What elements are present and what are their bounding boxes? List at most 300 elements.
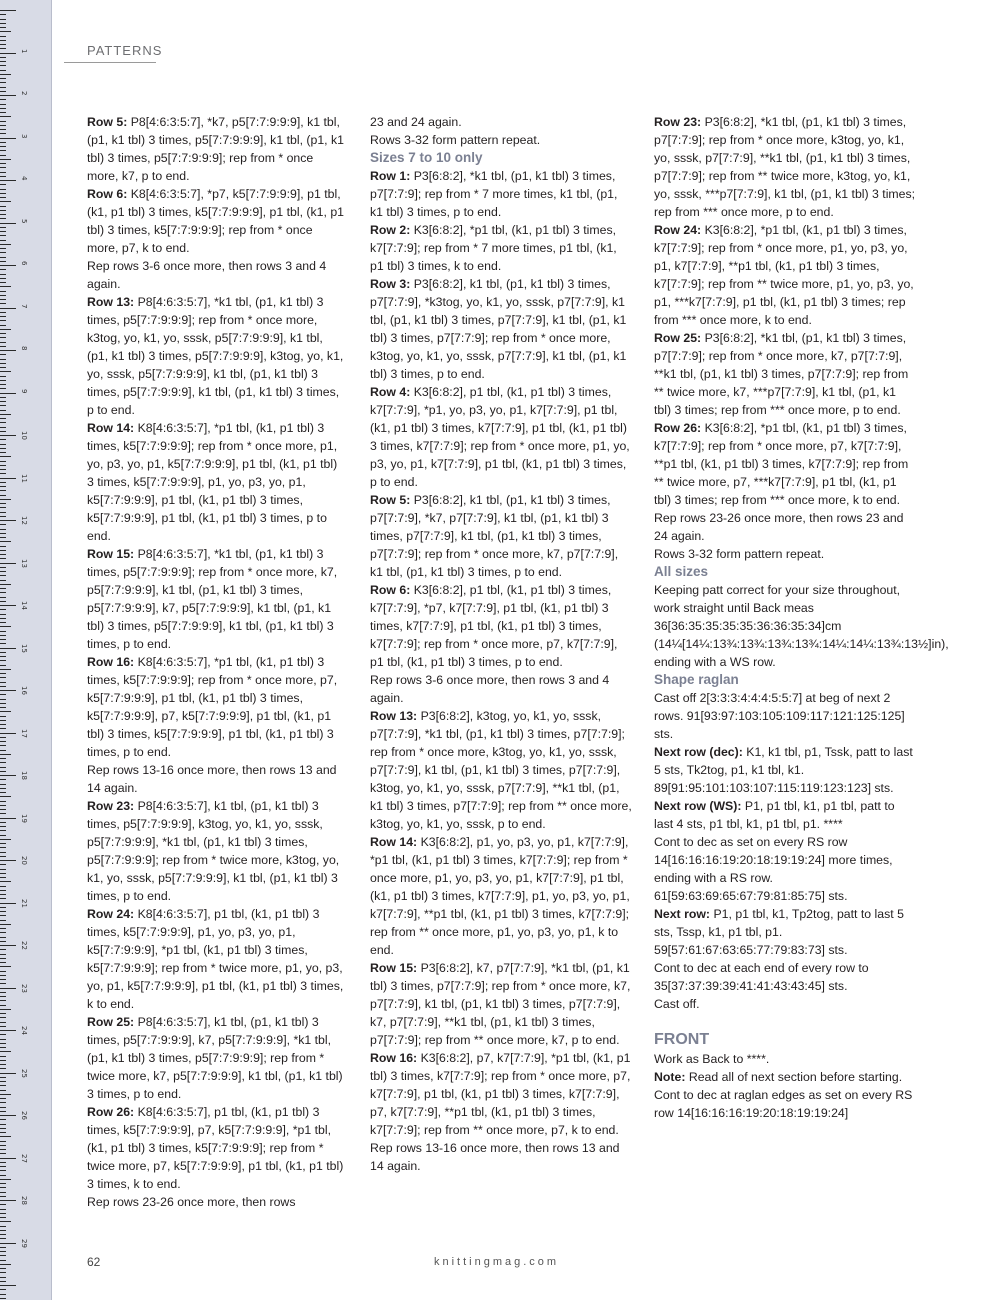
ruler-tick bbox=[0, 299, 6, 300]
ruler-tick bbox=[0, 835, 6, 836]
ruler-tick bbox=[0, 852, 6, 853]
pattern-paragraph bbox=[87, 185, 347, 257]
row-label: Row 5: bbox=[87, 115, 128, 129]
ruler-tick bbox=[0, 431, 6, 432]
ruler-tick bbox=[0, 303, 6, 304]
ruler-tick bbox=[0, 1217, 6, 1218]
ruler-tick bbox=[0, 1119, 6, 1120]
row-label: Note: bbox=[654, 1070, 686, 1084]
ruler-tick bbox=[0, 388, 6, 389]
ruler-tick bbox=[0, 847, 6, 848]
ruler-tick bbox=[0, 320, 6, 321]
ruler-tick bbox=[0, 206, 6, 207]
row-label: Row 23: bbox=[87, 799, 135, 813]
ruler-tick bbox=[0, 737, 6, 738]
ruler-tick bbox=[0, 74, 11, 75]
ruler-label: 18 bbox=[20, 771, 28, 780]
ruler-tick bbox=[0, 325, 6, 326]
ruler-tick bbox=[0, 61, 6, 62]
ruler-tick bbox=[0, 1255, 6, 1256]
ruler-tick bbox=[0, 949, 6, 950]
row-text: K3[6:8:2], p1 tbl, (k1, p1 tbl) 3 times, k7[7:7:9], *p1, yo, p3, yo, p1, k7[7:7:9], p1 tbl, (k1, p1 tbl) 3 times, k7[7:7:9], p1 tbl, (k1, p1 tbl) 3 times, k7[7:7:9]; rep from * once more, p1, yo, p3, yo, p1, k7[7:7:9], p1 tbl, (k1, p1 tbl) 3 times, p to end. bbox=[370, 385, 630, 489]
ruler-tick bbox=[0, 397, 6, 398]
ruler-tick bbox=[0, 23, 6, 24]
ruler-tick bbox=[0, 133, 6, 134]
ruler-tick bbox=[0, 180, 16, 181]
ruler-tick bbox=[0, 342, 6, 343]
ruler-tick bbox=[0, 643, 6, 644]
row-label: Row 26: bbox=[654, 421, 702, 435]
ruler-tick bbox=[0, 1124, 6, 1125]
ruler-tick bbox=[0, 193, 6, 194]
pattern-paragraph bbox=[654, 221, 916, 329]
ruler-tick bbox=[0, 903, 16, 904]
ruler-tick bbox=[0, 567, 6, 568]
row-label: Row 26: bbox=[87, 1105, 135, 1119]
ruler-tick bbox=[0, 932, 6, 933]
ruler-tick bbox=[0, 894, 6, 895]
ruler-tick bbox=[0, 231, 6, 232]
ruler-tick bbox=[0, 941, 6, 942]
ruler-tick bbox=[0, 1043, 6, 1044]
ruler-tick bbox=[0, 125, 6, 126]
row-label: Row 25: bbox=[654, 331, 702, 345]
row-text: P8[4:6:3:5:7], k1 tbl, (p1, k1 tbl) 3 times, p5[7:7:9:9:9], k3tog, yo, k1, yo, sssk, p5[7:7:9:9:9], *k1 tbl, (p1, k1 tbl) 3 times, p5[7:7:9:9:9]; rep from * twice more, k3tog, yo, k1, yo, sssk, p5[7:7:9:9:9], k1 tbl, (p1, k1 tbl) 3 times, p to end. bbox=[87, 799, 340, 903]
subheading: All sizes bbox=[654, 564, 709, 579]
ruler-tick bbox=[0, 1136, 11, 1137]
ruler-tick bbox=[0, 146, 6, 147]
ruler-label: 4 bbox=[20, 176, 28, 181]
ruler-tick bbox=[0, 10, 16, 11]
ruler-tick bbox=[0, 911, 6, 912]
pattern-paragraph bbox=[87, 293, 347, 419]
ruler-tick bbox=[0, 482, 6, 483]
ruler-tick bbox=[0, 954, 6, 955]
ruler-tick bbox=[0, 716, 6, 717]
ruler-tick bbox=[0, 1000, 6, 1001]
pattern-paragraph bbox=[654, 689, 916, 743]
ruler-tick bbox=[0, 461, 6, 462]
ruler-label: 13 bbox=[20, 558, 28, 568]
ruler-tick bbox=[0, 818, 16, 819]
ruler-tick bbox=[0, 499, 11, 500]
ruler-tick bbox=[0, 1268, 6, 1269]
ruler-tick bbox=[0, 452, 6, 453]
ruler-tick bbox=[0, 1077, 6, 1078]
ruler-tick bbox=[0, 261, 6, 262]
ruler-tick bbox=[0, 626, 11, 627]
ruler-tick bbox=[0, 490, 6, 491]
ruler-tick bbox=[0, 767, 6, 768]
ruler-tick bbox=[0, 495, 6, 496]
row-label: Row 2: bbox=[370, 223, 411, 237]
ruler-tick bbox=[0, 699, 6, 700]
website-url: knittingmag.com bbox=[434, 1256, 560, 1268]
ruler-tick bbox=[0, 1141, 6, 1142]
ruler-tick bbox=[0, 720, 6, 721]
ruler-tick bbox=[0, 1213, 6, 1214]
ruler-tick bbox=[0, 401, 6, 402]
row-label: Row 25: bbox=[87, 1015, 135, 1029]
ruler-label: 6 bbox=[20, 261, 28, 266]
pattern-paragraph bbox=[370, 671, 632, 707]
ruler-tick bbox=[0, 1022, 6, 1023]
ruler-tick bbox=[0, 333, 6, 334]
ruler-tick bbox=[0, 592, 6, 593]
row-label: Next row (WS): bbox=[654, 799, 742, 813]
ruler-label: 9 bbox=[20, 388, 28, 393]
ruler-tick bbox=[0, 873, 6, 874]
pattern-paragraph bbox=[654, 581, 949, 671]
row-label: Next row: bbox=[654, 907, 711, 921]
ruler-tick bbox=[0, 329, 11, 330]
ruler-tick bbox=[0, 159, 11, 160]
ruler-tick bbox=[0, 269, 6, 270]
ruler-tick bbox=[0, 826, 6, 827]
row-text: Rep rows 13-16 once more, then rows 13 and 14 again. bbox=[87, 763, 337, 795]
ruler-tick bbox=[0, 1153, 6, 1154]
ruler-tick bbox=[0, 652, 6, 653]
ruler-tick bbox=[0, 214, 6, 215]
ruler-tick bbox=[0, 354, 6, 355]
ruler-tick bbox=[0, 537, 6, 538]
ruler-tick bbox=[0, 376, 6, 377]
ruler-tick bbox=[0, 996, 6, 997]
ruler-tick bbox=[0, 1009, 11, 1010]
ruler-tick bbox=[0, 1264, 11, 1265]
ruler-tick bbox=[0, 116, 11, 117]
ruler-tick bbox=[0, 1187, 6, 1188]
row-text: P1, p1 tbl, k1, p1 tbl, patt to last 4 sts, p1 tbl, k1, p1 tbl, p1. **** bbox=[654, 799, 895, 831]
pattern-paragraph bbox=[87, 761, 347, 797]
ruler-tick bbox=[0, 252, 6, 253]
pattern-paragraph bbox=[654, 113, 916, 221]
ruler-tick bbox=[0, 1090, 6, 1091]
ruler-tick bbox=[0, 877, 6, 878]
ruler-tick bbox=[0, 809, 6, 810]
ruler-tick bbox=[0, 14, 6, 15]
ruler-tick bbox=[0, 703, 6, 704]
ruler-tick bbox=[0, 988, 16, 989]
ruler-tick bbox=[0, 605, 16, 606]
ruler-tick bbox=[0, 920, 6, 921]
ruler-tick bbox=[0, 235, 6, 236]
ruler-label: 14 bbox=[20, 601, 28, 610]
ruler-tick bbox=[0, 291, 6, 292]
ruler-tick bbox=[0, 801, 6, 802]
ruler-tick bbox=[0, 1277, 6, 1278]
ruler-tick bbox=[0, 91, 6, 92]
ruler-tick bbox=[0, 750, 6, 751]
ruler-label: 17 bbox=[20, 728, 28, 738]
ruler-tick bbox=[0, 1111, 6, 1112]
row-text: K3[6:8:2], p1, yo, p3, yo, p1, k7[7:7:9], *p1 tbl, (k1, p1 tbl) 3 times, k7[7:7:9]; rep from * once more, p1, yo, p3, yo, p1, k7[7:7:9], p1 tbl, (k1, p1 tbl) 3 times, k7[7:7:9], p1, yo, p3, yo, p1, k7[7:7:9], **p1 tbl, (k1, p1 tbl) 3 times, k7[7:7:9]; rep from ** once more, p1, yo, p3, yo, p1, k to end. bbox=[370, 835, 630, 957]
row-text: K1, k1 tbl, p1, Tssk, patt to last 5 sts, Tk2tog, p1, k1 tbl, k1. 89[91:95:101:103:107:115:119:123:123] sts. bbox=[654, 745, 913, 795]
ruler-tick bbox=[0, 1251, 6, 1252]
ruler-tick bbox=[0, 728, 6, 729]
ruler-tick bbox=[0, 512, 6, 513]
ruler-tick bbox=[0, 864, 6, 865]
pattern-paragraph bbox=[370, 131, 632, 149]
ruler-tick bbox=[0, 1013, 6, 1014]
ruler-tick bbox=[0, 1183, 6, 1184]
ruler-tick bbox=[0, 19, 6, 20]
row-text: P8[4:6:3:5:7], k1 tbl, (p1, k1 tbl) 3 times, p5[7:7:9:9:9], k7, p5[7:7:9:9:9], *k1 tbl, (p1, k1 tbl) 3 times, p5[7:7:9:9:9]; rep from * twice more, k7, p5[7:7:9:9:9], k1 tbl, (p1, k1 tbl) 3 times, p to end. bbox=[87, 1015, 343, 1101]
ruler-tick bbox=[0, 541, 11, 542]
pattern-paragraph bbox=[370, 833, 632, 959]
ruler-tick bbox=[0, 99, 6, 100]
ruler-tick bbox=[0, 635, 6, 636]
ruler-tick bbox=[0, 516, 6, 517]
row-text: Cont to dec at each end of every row to 35[37:37:39:39:41:41:43:43:45] sts. bbox=[654, 961, 869, 993]
row-text: P8[4:6:3:5:7], *k7, p5[7:7:9:9:9], k1 tbl, (p1, k1 tbl) 3 times, p5[7:7:9:9:9], k1 tbl, (p1, k1 tbl) 3 times, p5[7:7:9:9:9]; rep from * once more, k7, p to end. bbox=[87, 115, 344, 183]
pattern-paragraph bbox=[654, 743, 916, 797]
ruler-tick bbox=[0, 316, 6, 317]
pattern-paragraph bbox=[370, 1139, 632, 1175]
ruler-tick bbox=[0, 363, 6, 364]
pattern-paragraph bbox=[370, 113, 632, 131]
ruler-tick bbox=[0, 265, 16, 266]
pattern-paragraph bbox=[654, 797, 916, 833]
ruler-tick bbox=[0, 1005, 6, 1006]
ruler-tick bbox=[0, 711, 11, 712]
ruler-tick bbox=[0, 78, 6, 79]
pattern-paragraph bbox=[87, 1193, 347, 1211]
ruler-tick bbox=[0, 788, 6, 789]
ruler-tick bbox=[0, 856, 6, 857]
ruler-tick bbox=[0, 618, 6, 619]
ruler-label: 19 bbox=[20, 813, 28, 823]
ruler-tick bbox=[0, 257, 6, 258]
ruler-tick bbox=[0, 1098, 6, 1099]
ruler-tick bbox=[0, 822, 6, 823]
ruler-tick bbox=[0, 915, 6, 916]
row-text: Cast off 2[3:3:3:4:4:4:5:5:7] at beg of next 2 rows. 91[93:97:103:105:109:117:121:125:125] sts. bbox=[654, 691, 905, 741]
pattern-paragraph bbox=[654, 833, 916, 905]
row-label: Row 23: bbox=[654, 115, 702, 129]
ruler-tick bbox=[0, 163, 6, 164]
ruler-tick bbox=[0, 465, 6, 466]
ruler-tick bbox=[0, 1115, 16, 1116]
ruler-tick bbox=[0, 890, 6, 891]
ruler-tick bbox=[0, 503, 6, 504]
ruler-tick bbox=[0, 1017, 6, 1018]
ruler-tick bbox=[0, 648, 16, 649]
ruler-tick bbox=[0, 784, 6, 785]
row-text: P3[6:8:2], *k1 tbl, (p1, k1 tbl) 3 times, p7[7:7:9]; rep from * 7 more times, k1 tbl, (p1, k1 tbl) 3 times, p to end. bbox=[370, 169, 618, 219]
ruler-tick bbox=[0, 82, 6, 83]
side-ruler bbox=[0, 0, 52, 1300]
ruler-tick bbox=[0, 104, 6, 105]
ruler-tick bbox=[0, 1132, 6, 1133]
row-text: Rep rows 13-16 once more, then rows 13 and 14 again. bbox=[370, 1141, 620, 1173]
ruler-tick bbox=[0, 937, 6, 938]
ruler-tick bbox=[0, 677, 6, 678]
ruler-label: 22 bbox=[20, 941, 28, 950]
pattern-paragraph bbox=[654, 995, 916, 1013]
ruler-tick bbox=[0, 1149, 6, 1150]
ruler-tick bbox=[0, 524, 6, 525]
ruler-tick bbox=[0, 597, 6, 598]
row-label: Row 5: bbox=[370, 493, 411, 507]
ruler-tick bbox=[0, 1200, 16, 1201]
row-text: P8[4:6:3:5:7], *k1 tbl, (p1, k1 tbl) 3 times, p5[7:7:9:9:9]; rep from * once more, k3tog, yo, k1, yo, sssk, p5[7:7:9:9:9], k1 tbl, (p1, k1 tbl) 3 times, p5[7:7:9:9:9], k3tog, yo, k1, yo, sssk, p5[7:7:9:9:9], k1 tbl, (p1, k1 tbl) 3 times, p5[7:7:9:9:9], k1 tbl, (p1, k1 tbl) 3 times, p to end. bbox=[87, 295, 344, 417]
row-text: P3[6:8:2], k1 tbl, (p1, k1 tbl) 3 times, p7[7:7:9], *k3tog, yo, k1, yo, sssk, p7[7:7:9], k1 tbl, (p1, k1 tbl) 3 times, p7[7:7:9], k1 tbl, (p1, k1 tbl) 3 times, p7[7:7:9]; rep from * once more, k3tog, yo, k1, yo, sssk, p7[7:7:9], k1 tbl, (p1, k1 tbl) 3 times, p to end. bbox=[370, 277, 627, 381]
ruler-tick bbox=[0, 456, 11, 457]
pattern-paragraph bbox=[370, 275, 632, 383]
pattern-paragraph bbox=[654, 905, 916, 959]
ruler-tick bbox=[0, 87, 6, 88]
ruler-tick bbox=[0, 979, 6, 980]
row-text: P1, p1 tbl, k1, Tp2tog, patt to last 5 sts, Tssp, k1, p1 tbl, p1. 59[57:61:67:63:65:77:79:83:73] sts. bbox=[654, 907, 904, 957]
row-label: Row 24: bbox=[87, 907, 135, 921]
ruler-tick bbox=[0, 1158, 16, 1159]
ruler-tick bbox=[0, 962, 6, 963]
pattern-paragraph bbox=[87, 257, 347, 293]
ruler-tick bbox=[0, 830, 6, 831]
ruler-tick bbox=[0, 150, 6, 151]
ruler-tick bbox=[0, 1166, 6, 1167]
row-text: Cast off. bbox=[654, 997, 700, 1011]
ruler-tick bbox=[0, 282, 6, 283]
ruler-tick bbox=[0, 427, 6, 428]
ruler-tick bbox=[0, 1243, 16, 1244]
pattern-paragraph bbox=[370, 1049, 632, 1139]
ruler-tick bbox=[0, 44, 6, 45]
ruler-tick bbox=[0, 422, 6, 423]
ruler-tick bbox=[0, 966, 11, 967]
ruler-label: 10 bbox=[20, 431, 28, 440]
ruler-tick bbox=[0, 227, 6, 228]
row-text: K8[4:6:3:5:7], *p1 tbl, (k1, p1 tbl) 3 times, k5[7:7:9:9:9]; rep from * once more, p1, yo, p3, yo, p1, k5[7:7:9:9:9], p1 tbl, (k1, p1 tbl) 3 times, k5[7:7:9:9:9], p1, yo, p3, yo, p1, k5[7:7:9:9:9], p1 tbl, (k1, p1 tbl) 3 times, k5[7:7:9:9:9], p1 tbl, (k1, p1 tbl) 3 times, p to end. bbox=[87, 421, 338, 543]
ruler-tick bbox=[0, 380, 6, 381]
ruler-tick bbox=[0, 1064, 6, 1065]
row-text: K3[6:8:2], *p1 tbl, (k1, p1 tbl) 3 times, k7[7:7:9]; rep from * 7 more times, p1 tbl, (k1, p1 tbl) 3 times, k to end. bbox=[370, 223, 617, 273]
ruler-tick bbox=[0, 448, 6, 449]
pattern-paragraph bbox=[87, 797, 347, 905]
ruler-tick bbox=[0, 138, 16, 139]
ruler-tick bbox=[0, 588, 6, 589]
ruler-tick bbox=[0, 869, 6, 870]
ruler-tick bbox=[0, 575, 6, 576]
ruler-tick bbox=[0, 843, 6, 844]
ruler-label: 11 bbox=[20, 473, 28, 483]
subheading: Sizes 7 to 10 only bbox=[370, 150, 483, 165]
ruler-tick bbox=[0, 686, 6, 687]
ruler-tick bbox=[0, 371, 11, 372]
ruler-tick bbox=[0, 775, 16, 776]
row-text: 23 and 24 again. bbox=[370, 115, 462, 129]
ruler-tick bbox=[0, 189, 6, 190]
row-text: K8[4:6:3:5:7], *p1 tbl, (k1, p1 tbl) 3 times, k5[7:7:9:9:9]; rep from * once more, p7, k5[7:7:9:9:9], p1 tbl, (k1, p1 tbl) 3 times, k5[7:7:9:9:9], p7, k5[7:7:9:9:9], p1 tbl, (k1, p1 tbl) 3 times, k5[7:7:9:9:9], p1 tbl, (k1, p1 tbl) 3 times, p to end. bbox=[87, 655, 338, 759]
ruler-tick bbox=[0, 550, 6, 551]
pattern-paragraph bbox=[654, 509, 916, 545]
pattern-paragraph bbox=[87, 905, 347, 1013]
ruler-tick bbox=[0, 244, 11, 245]
ruler-tick bbox=[0, 350, 16, 351]
ruler-tick bbox=[0, 36, 6, 37]
ruler-tick bbox=[0, 1056, 6, 1057]
ruler-tick bbox=[0, 469, 6, 470]
ruler-tick bbox=[0, 1192, 6, 1193]
ruler-tick bbox=[0, 580, 6, 581]
ruler-tick bbox=[0, 410, 6, 411]
ruler-tick bbox=[0, 520, 16, 521]
ruler-tick bbox=[0, 1102, 6, 1103]
section-label: PATTERNS bbox=[87, 43, 163, 58]
ruler-tick bbox=[0, 48, 6, 49]
row-label: Row 16: bbox=[87, 655, 135, 669]
ruler-label: 16 bbox=[20, 686, 28, 695]
row-text: Keeping patt correct for your size throughout, work straight until Back meas 36[36:35:35:35:35:36:36:35:34]cm (14¼[14¼:13¾:13¾:13¾:13¾:14¼:14¼:13¾:13½]in), ending with a WS row. bbox=[654, 583, 949, 669]
ruler-tick bbox=[0, 754, 11, 755]
ruler-tick bbox=[0, 65, 6, 66]
ruler-tick bbox=[0, 473, 6, 474]
row-text: Rep rows 3-6 once more, then rows 3 and 4 again. bbox=[87, 259, 327, 291]
ruler-tick bbox=[0, 40, 6, 41]
ruler-tick bbox=[0, 1230, 6, 1231]
ruler-tick bbox=[0, 656, 6, 657]
ruler-tick bbox=[0, 886, 6, 887]
pattern-paragraph bbox=[370, 383, 632, 491]
section-heading: FRONT bbox=[654, 1031, 710, 1048]
ruler-tick bbox=[0, 771, 6, 772]
ruler-tick bbox=[0, 1209, 6, 1210]
ruler-tick bbox=[0, 614, 6, 615]
row-text: P3[6:8:2], *k1 tbl, (p1, k1 tbl) 3 times, p7[7:7:9]; rep from * once more, k3tog, yo, k1, yo, sssk, p7[7:7:9], **k1 tbl, (p1, k1 tbl) 3 times, p7[7:7:9]; rep from ** twice more, k3tog, yo, k1, yo, sssk, ***p7[7:7:9], k1 tbl, (p1, k1 tbl) 3 times; rep from *** once more, p to end. bbox=[654, 115, 916, 219]
ruler-tick bbox=[0, 631, 6, 632]
ruler-tick bbox=[0, 860, 16, 861]
row-text: Rows 3-32 form pattern repeat. bbox=[370, 133, 541, 147]
ruler-tick bbox=[0, 337, 6, 338]
ruler-tick bbox=[0, 1204, 6, 1205]
pattern-paragraph bbox=[87, 1013, 347, 1103]
ruler-label: 3 bbox=[20, 133, 28, 138]
ruler-tick bbox=[0, 155, 6, 156]
pattern-paragraph bbox=[370, 221, 632, 275]
ruler-label: 8 bbox=[20, 346, 28, 351]
ruler-tick bbox=[0, 690, 16, 691]
ruler-tick bbox=[0, 240, 6, 241]
row-label: Row 13: bbox=[87, 295, 135, 309]
ruler-tick bbox=[0, 112, 6, 113]
ruler-tick bbox=[0, 1047, 6, 1048]
ruler-tick bbox=[0, 414, 11, 415]
ruler-tick bbox=[0, 210, 6, 211]
ruler-tick bbox=[0, 622, 6, 623]
ruler-tick bbox=[0, 435, 16, 436]
pattern-paragraph bbox=[87, 653, 347, 761]
ruler-tick bbox=[0, 1272, 6, 1273]
row-text: P3[6:8:2], *k1 tbl, (p1, k1 tbl) 3 times, p7[7:7:9]; rep from * once more, k7, p7[7:7:9], **k1 tbl, (p1, k1 tbl) 3 times, p7[7:7:9]; rep from ** twice more, k7, ***p7[7:7:9], k1 tbl, (p1, k1 tbl) 3 times; rep from *** once more, p to end. bbox=[654, 331, 909, 417]
ruler-tick bbox=[0, 533, 6, 534]
pattern-paragraph bbox=[370, 167, 632, 221]
ruler-label: 7 bbox=[20, 303, 28, 308]
pattern-paragraph bbox=[370, 707, 632, 833]
ruler-tick bbox=[0, 958, 6, 959]
ruler-tick bbox=[0, 1289, 6, 1290]
ruler-tick bbox=[0, 975, 6, 976]
ruler-tick bbox=[0, 507, 6, 508]
row-text: K8[4:6:3:5:7], *p7, k5[7:7:9:9:9], p1 tbl, (k1, p1 tbl) 3 times, k5[7:7:9:9:9], p1 tbl, (k1, p1 tbl) 3 times, k5[7:7:9:9:9]; rep from * once more, p7, k to end. bbox=[87, 187, 344, 255]
ruler-tick bbox=[0, 1026, 6, 1027]
pattern-paragraph bbox=[654, 545, 916, 563]
ruler-tick bbox=[0, 1285, 16, 1286]
pattern-paragraph bbox=[654, 329, 916, 419]
ruler-label: 27 bbox=[20, 1153, 28, 1163]
ruler-tick bbox=[0, 308, 16, 309]
ruler-tick bbox=[0, 176, 6, 177]
